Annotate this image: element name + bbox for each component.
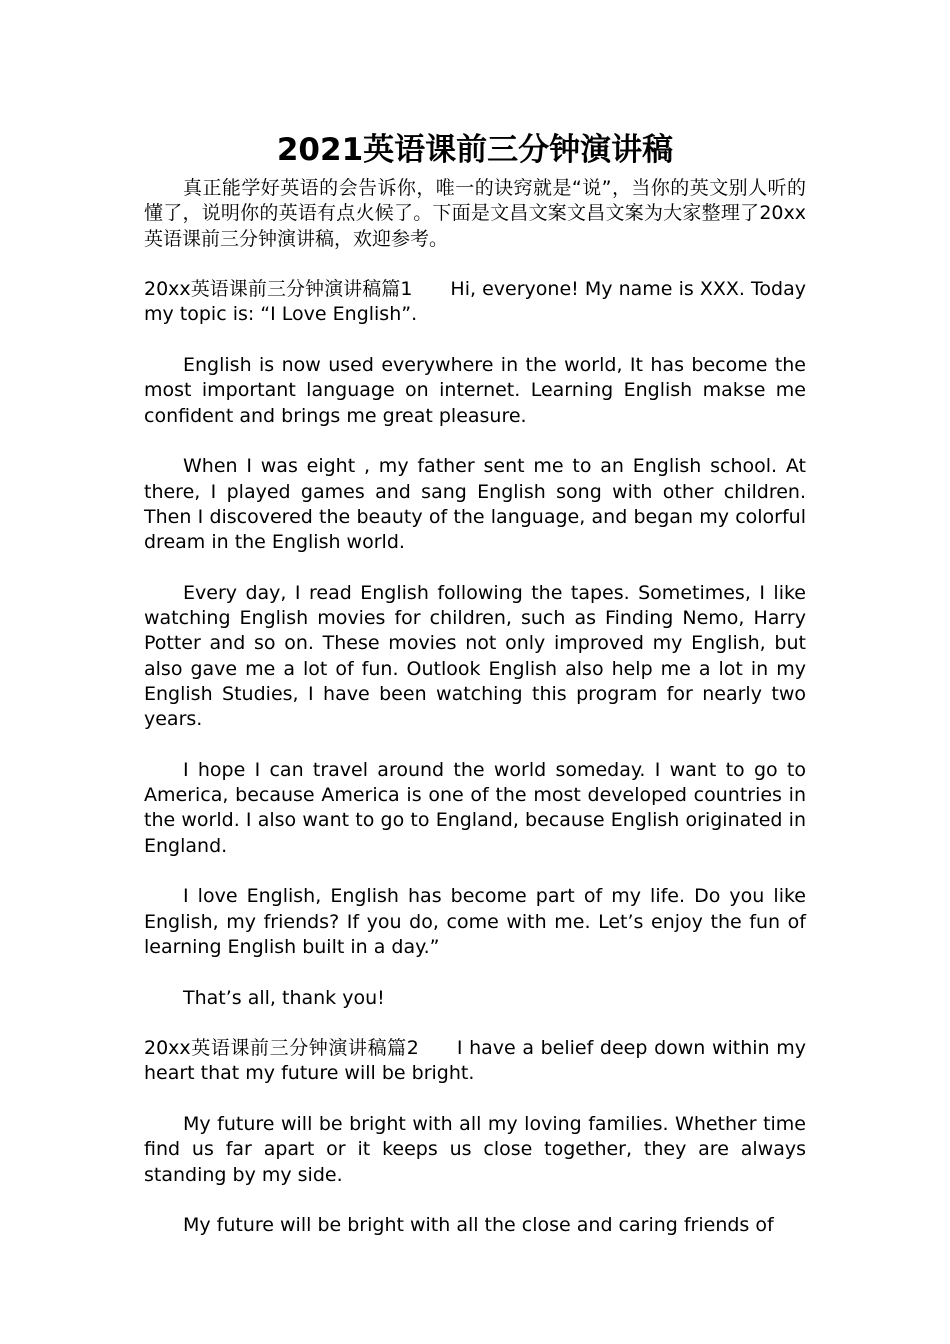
section-1-heading: 20xx英语课前三分钟演讲稿篇1 xyxy=(144,278,413,301)
section-1-paragraph-5: I love English, English has become part of my life. Do you like English, my friends? If you do, come with me. Let’s enjoy the fun of learning English built in a day.” xyxy=(144,885,806,958)
document-page xyxy=(144,128,806,1238)
section-1-heading-paragraph xyxy=(144,277,806,328)
section-1-paragraph-3: Every day, I read English following the tapes. Sometimes, I like watching English movies for children, such as Finding Nemo, Harry Potter and so on. These movies not only improved my English, but also gave me a lot of fun. Outlook English also help me a lot in my English Studies, I have been watching this program for nearly two years. xyxy=(144,581,806,731)
document-title: 2021英语课前三分钟演讲稿 xyxy=(276,132,674,168)
section-2-heading: 20xx英语课前三分钟演讲稿篇2 xyxy=(144,1037,419,1060)
intro-paragraph: 真正能学好英语的会告诉你，唯一的诀窍就是“说”，当你的英文别人听的懂了，说明你的英语有点火候了。下面是文昌文案文昌文案为大家整理了20xx英语课前三分钟演讲稿，欢迎参考。 xyxy=(144,177,806,250)
section-1-paragraph-4: I hope I can travel around the world someday. I want to go to America, because America is one of the most developed countries in the world. I also want to go to England, because English originated in England. xyxy=(144,758,806,857)
section-1-paragraph-6: That’s all, thank you! xyxy=(183,986,385,1009)
section-1-lead: Hi, everyone! My name is XXX. Today my topic is: “I Love English”. xyxy=(144,278,806,326)
section-1-paragraph-1: English is now used everywhere in the world, It has become the most important language on internet. Learning English makse me confident and brings me great pleasure. xyxy=(144,354,806,427)
section-2-heading-paragraph xyxy=(144,1036,806,1087)
section-2-paragraph-1: My future will be bright with all my loving families. Whether time find us far apart or it keeps us close together, they are always standing by my side. xyxy=(144,1112,806,1186)
section-2-paragraph-2: My future will be bright with all the close and caring friends of xyxy=(183,1214,774,1237)
section-2-lead: I have a belief deep down within my heart that my future will be bright. xyxy=(144,1037,806,1085)
section-1-paragraph-2: When I was eight , my father sent me to an English school. At there, I played games and sang English song with other children. Then I discovered the beauty of the language, and began my colorful dream in the English world. xyxy=(144,455,806,554)
